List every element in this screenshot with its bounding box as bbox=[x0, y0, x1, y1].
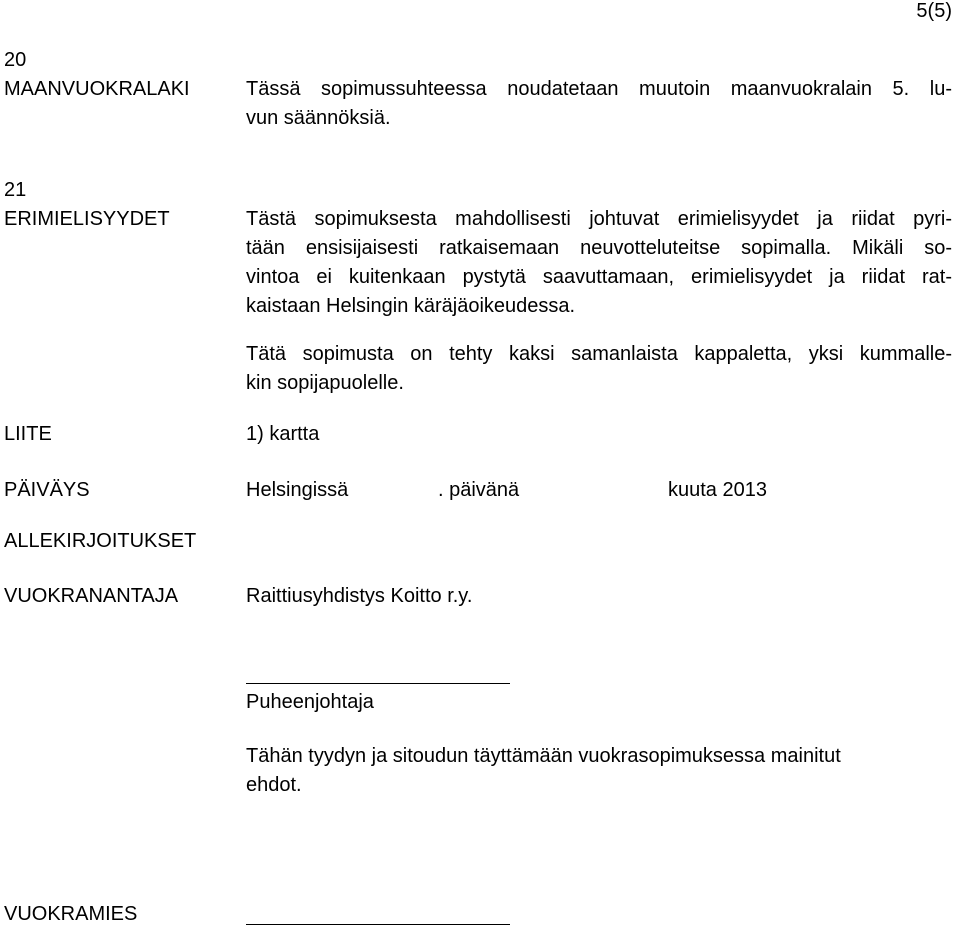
text-line: Tästä sopimuksesta mahdollisesti johtuvat erimielisyydet ja riidat pyri- bbox=[246, 208, 952, 230]
text-line: vun säännöksiä. bbox=[246, 107, 391, 129]
attachment-value: 1) kartta bbox=[246, 423, 320, 445]
landlord-role: Puheenjohtaja bbox=[246, 691, 374, 713]
section-20-text bbox=[246, 75, 952, 133]
tenant-label: VUOKRAMIES bbox=[4, 903, 138, 925]
page-number: 5(5) bbox=[916, 0, 952, 22]
section-21-heading: ERIMIELISYYDET bbox=[4, 208, 170, 230]
landlord-signature-line bbox=[246, 683, 510, 684]
section-20-heading: MAANVUOKRALAKI bbox=[4, 78, 190, 100]
tenant-signature-line bbox=[246, 924, 510, 925]
text-line: Tähän tyydyn ja sitoudun täyttämään vuokrasopimuksessa mainitut bbox=[246, 745, 841, 767]
commitment-text bbox=[246, 742, 952, 800]
date-month: kuuta 2013 bbox=[668, 479, 767, 501]
attachment-label: LIITE bbox=[4, 423, 52, 445]
text-line: kaistaan Helsingin käräjäoikeudessa. bbox=[246, 295, 576, 317]
text-line: kin sopijapuolelle. bbox=[246, 372, 404, 394]
date-day: . päivänä bbox=[438, 479, 520, 501]
signatures-heading: ALLEKIRJOITUKSET bbox=[4, 530, 197, 552]
landlord-label: VUOKRANANTAJA bbox=[4, 585, 179, 607]
date-place: Helsingissä bbox=[246, 479, 349, 501]
section-21-number: 21 bbox=[4, 179, 27, 201]
section-21-text-2 bbox=[246, 340, 952, 398]
landlord-name: Raittiusyhdistys Koitto r.y. bbox=[246, 585, 473, 607]
section-21-text bbox=[246, 205, 952, 321]
text-line: tään ensisijaisesti ratkaisemaan neuvotteluteitse sopimalla. Mikäli so- bbox=[246, 237, 952, 259]
text-line: Tässä sopimussuhteessa noudatetaan muutoin maanvuokralain 5. lu- bbox=[246, 78, 952, 100]
date-label: PÄIVÄYS bbox=[4, 479, 90, 501]
text-line: ehdot. bbox=[246, 774, 302, 796]
text-line: Tätä sopimusta on tehty kaksi samanlaista kappaletta, yksi kummalle- bbox=[246, 343, 952, 365]
text-line: vintoa ei kuitenkaan pystytä saavuttamaan, erimielisyydet ja riidat rat- bbox=[246, 266, 952, 288]
section-20-number: 20 bbox=[4, 49, 27, 71]
